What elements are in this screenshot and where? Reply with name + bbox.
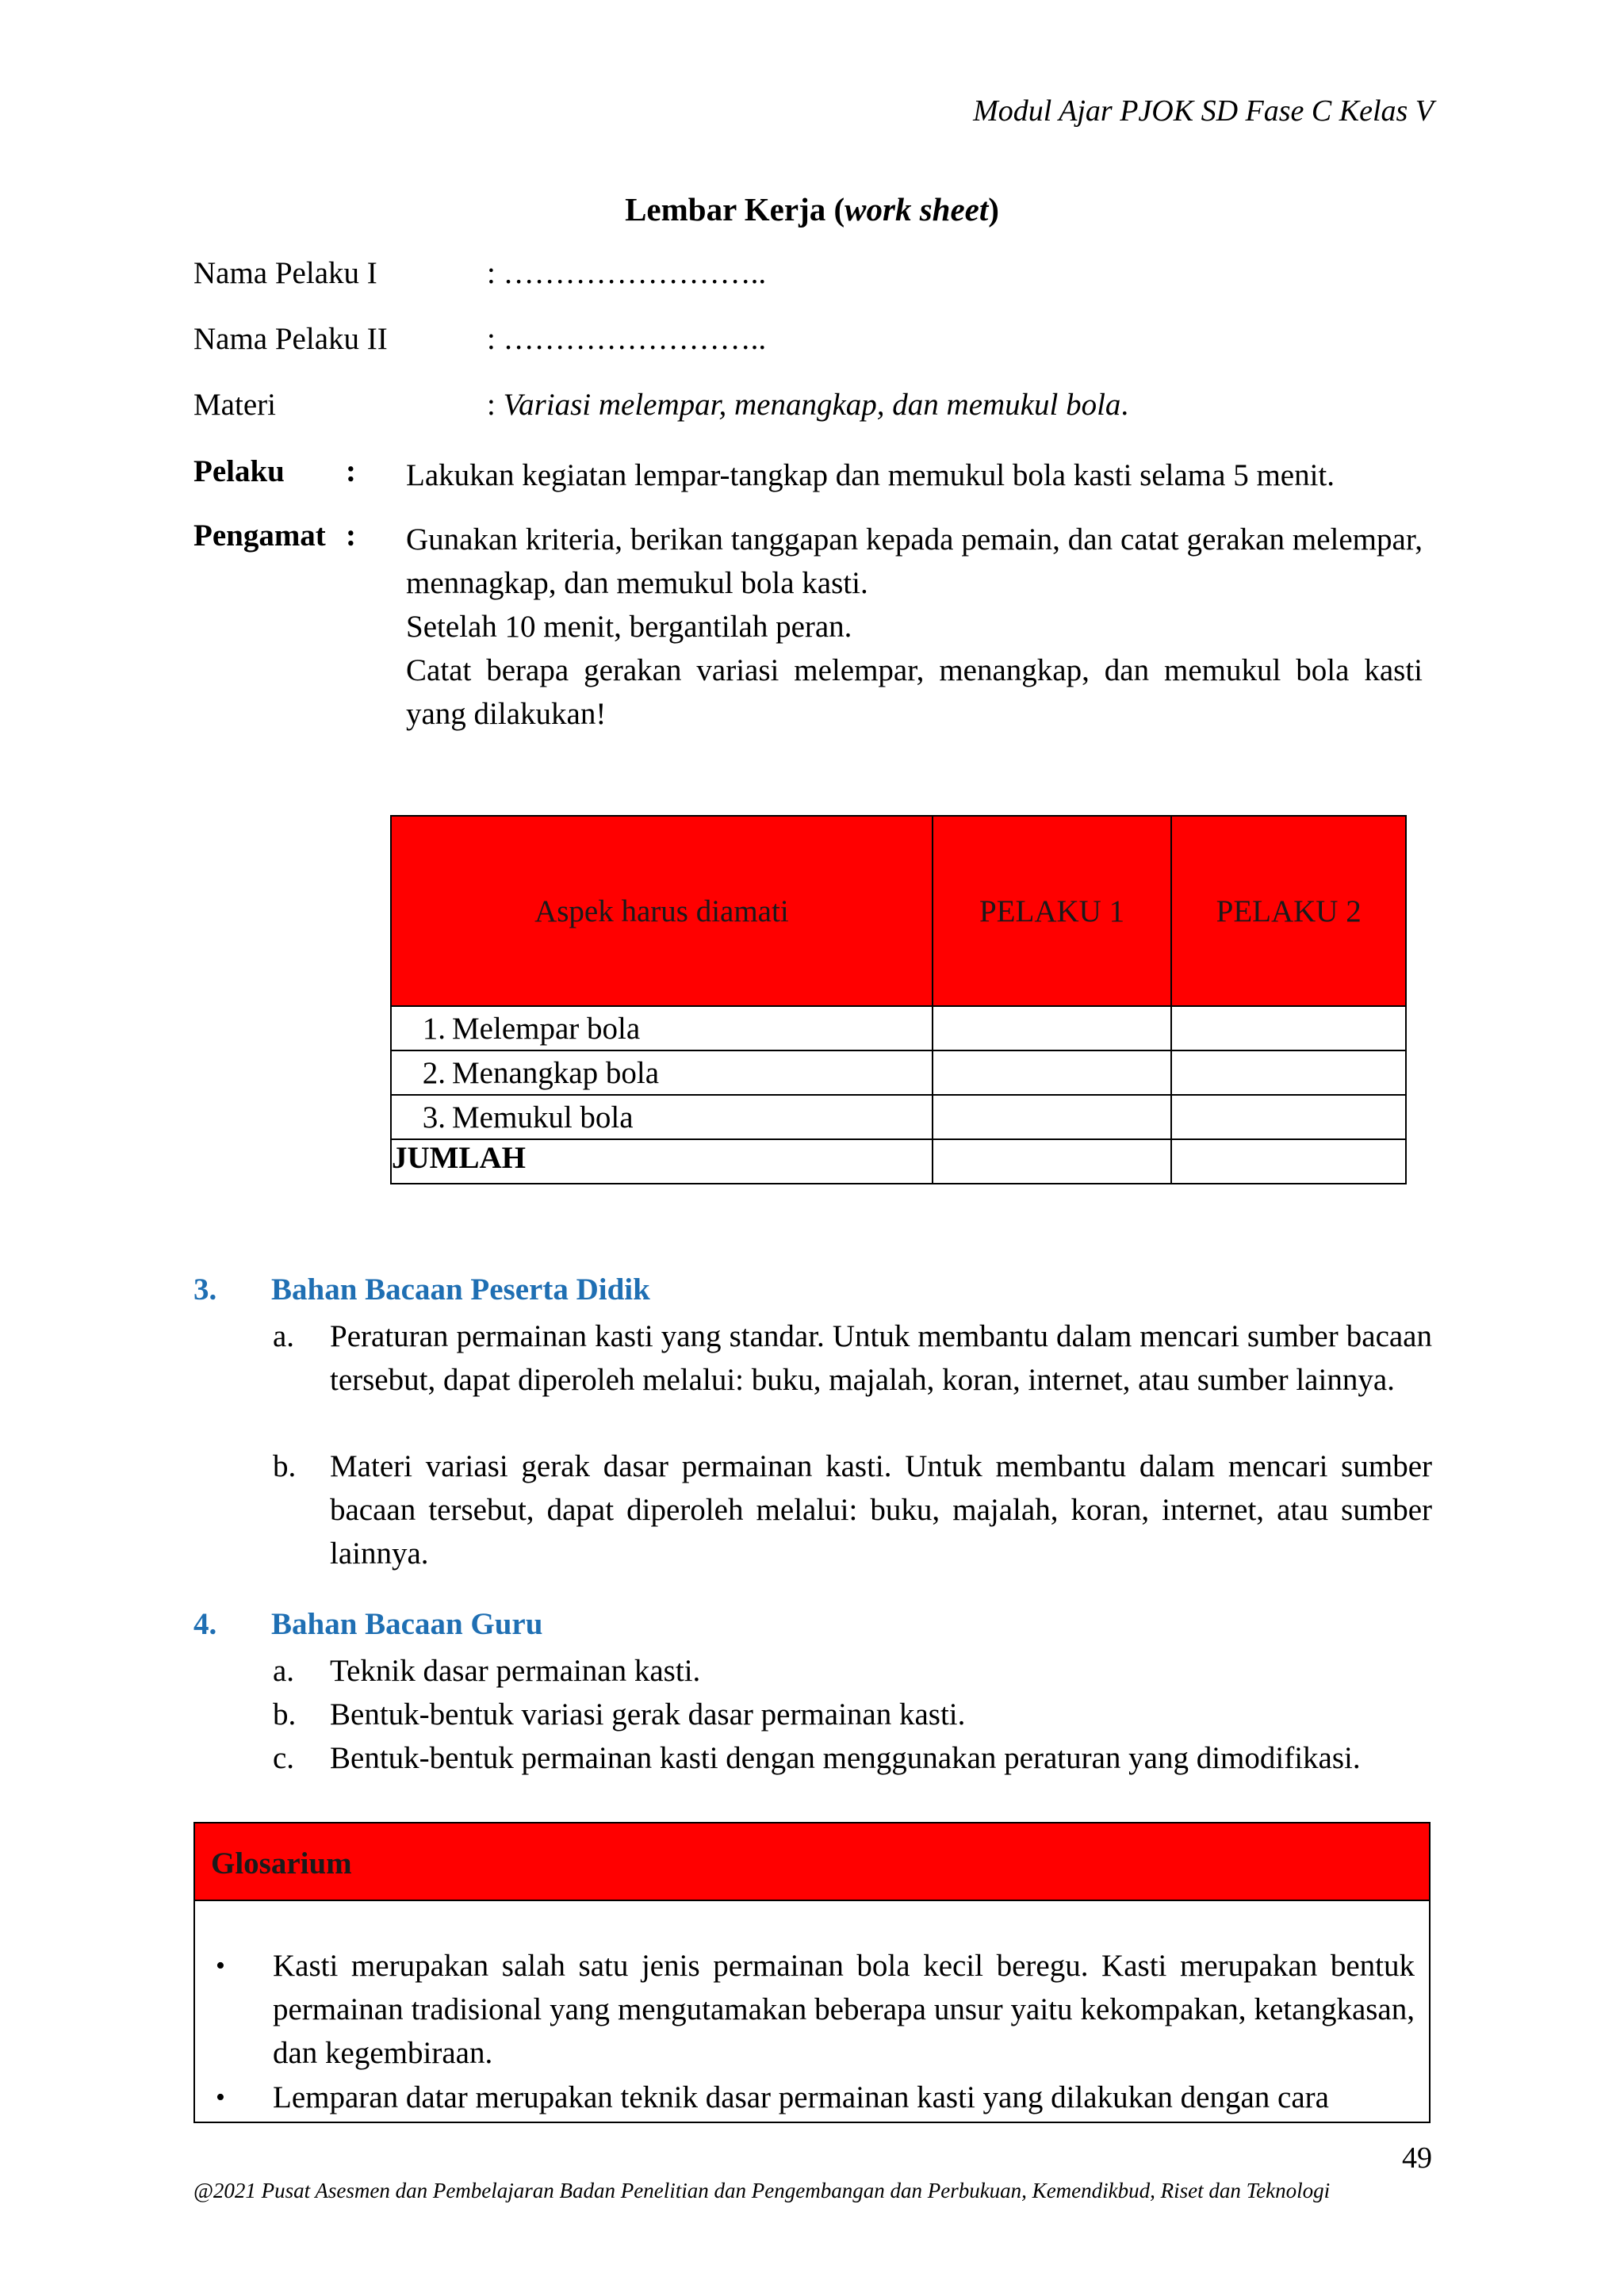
table-header-row xyxy=(391,816,1406,1006)
list-marker: c. xyxy=(273,1741,295,1775)
score-cell-pelaku-1[interactable] xyxy=(933,1050,1172,1095)
list-item xyxy=(273,1314,1432,1402)
field-value: : …………………….. xyxy=(487,256,767,290)
pelaku-label: Pelaku xyxy=(193,454,285,488)
header-aspek: Aspek harus diamati xyxy=(391,816,933,1006)
table-row xyxy=(391,1050,1406,1095)
glossary-item xyxy=(195,2076,1429,2119)
glossary-text: Kasti merupakan salah satu jenis permainan bola kecil beregu. Kasti merupakan bentuk permainan tradisional yang mengutamakan beberapa unsur yaitu kekompakan, ketangkasan, dan kegembiraan. xyxy=(273,1949,1415,2070)
list-marker: a. xyxy=(273,1654,295,1688)
field-value-prefix: : xyxy=(487,388,504,422)
total-cell-pelaku-2[interactable] xyxy=(1171,1139,1406,1184)
section-3-title: Bahan Bacaan Peserta Didik xyxy=(271,1272,650,1307)
footer-copyright: @2021 Pusat Asesmen dan Pembelajaran Badan Penelitian dan Pengembangan dan Perbukuan, Kemendikbud, Riset dan Teknologi xyxy=(193,2179,1331,2202)
pengamat-line-1: Gunakan kriteria, berikan tanggapan kepada pemain, dan catat gerakan melempar, mennagkap, dan memukul bola kasti. xyxy=(406,522,1423,600)
aspect-number: 1. xyxy=(422,1011,446,1046)
aspect-label: Menangkap bola xyxy=(452,1055,660,1090)
section-4-number: 4. xyxy=(193,1607,217,1641)
glossary-title: Glosarium xyxy=(211,1846,352,1881)
field-value-italic: Variasi melempar, menangkap, dan memukul bola xyxy=(503,388,1121,422)
table-row xyxy=(391,1095,1406,1139)
glossary-box xyxy=(193,1822,1431,2123)
bullet-icon: • xyxy=(216,1951,225,1980)
worksheet-heading-close: ) xyxy=(988,191,999,228)
running-header: Modul Ajar PJOK SD Fase C Kelas V xyxy=(973,94,1434,128)
list-text: Materi variasi gerak dasar permainan kasti. Untuk membantu dalam mencari sumber bacaan tersebut, dapat diperoleh melalui: buku, majalah, koran, internet, atau sumber lainnya. xyxy=(330,1449,1432,1571)
worksheet-heading-main: Lembar Kerja ( xyxy=(625,191,845,228)
worksheet-heading xyxy=(0,190,1624,228)
total-label: JUMLAH xyxy=(391,1139,933,1184)
pengamat-line-3: Catat berapa gerakan variasi melempar, menangkap, dan memukul bola kasti yang dilakukan! xyxy=(406,653,1423,731)
section-4-title: Bahan Bacaan Guru xyxy=(271,1607,543,1641)
pengamat-line-2: Setelah 10 menit, bergantilah peran. xyxy=(406,610,852,644)
pelaku-colon: : xyxy=(346,454,356,488)
aspect-number: 2. xyxy=(422,1055,446,1090)
field-label: Nama Pelaku I xyxy=(193,256,377,290)
bullet-icon: • xyxy=(216,2083,225,2112)
pengamat-colon: : xyxy=(346,519,356,553)
list-item xyxy=(273,1649,1432,1693)
list-text: Bentuk-bentuk variasi gerak dasar permainan kasti. xyxy=(330,1697,966,1732)
glossary-header xyxy=(195,1823,1429,1901)
page-number: 49 xyxy=(1402,2141,1432,2175)
list-text: Peraturan permainan kasti yang standar. Untuk membantu dalam mencari sumber bacaan tersebut, dapat diperoleh melalui: buku, majalah, koran, internet, atau sumber lainnya. xyxy=(330,1319,1432,1397)
aspect-cell xyxy=(391,1006,933,1050)
list-marker: b. xyxy=(273,1449,297,1483)
worksheet-heading-italic: work sheet xyxy=(845,191,989,228)
pelaku-instruction xyxy=(406,453,1423,497)
list-item xyxy=(273,1736,1432,1780)
list-text: Bentuk-bentuk permainan kasti dengan menggunakan peraturan yang dimodifikasi. xyxy=(330,1741,1361,1775)
aspect-number: 3. xyxy=(422,1100,446,1135)
list-marker: a. xyxy=(273,1319,295,1353)
total-cell-pelaku-1[interactable] xyxy=(933,1139,1172,1184)
field-value: : …………………….. xyxy=(487,322,767,356)
score-cell-pelaku-1[interactable] xyxy=(933,1006,1172,1050)
header-pelaku-1: PELAKU 1 xyxy=(933,816,1172,1006)
observation-table xyxy=(390,815,1407,1184)
section-3-number: 3. xyxy=(193,1272,217,1307)
aspect-cell xyxy=(391,1050,933,1095)
pengamat-label: Pengamat xyxy=(193,519,326,553)
table-row xyxy=(391,1006,1406,1050)
pengamat-instructions xyxy=(406,518,1423,736)
score-cell-pelaku-1[interactable] xyxy=(933,1095,1172,1139)
list-text: Teknik dasar permainan kasti. xyxy=(330,1654,701,1688)
table-total-row xyxy=(391,1139,1406,1184)
list-item xyxy=(273,1693,1432,1736)
field-value-suffix: . xyxy=(1120,388,1129,422)
list-marker: b. xyxy=(273,1697,297,1732)
glossary-item xyxy=(195,1944,1429,2075)
pelaku-text: Lakukan kegiatan lempar-tangkap dan memukul bola kasti selama 5 menit. xyxy=(406,458,1335,492)
score-cell-pelaku-2[interactable] xyxy=(1171,1050,1406,1095)
aspect-cell xyxy=(391,1095,933,1139)
field-label: Materi xyxy=(193,388,276,422)
glossary-text: Lemparan datar merupakan teknik dasar permainan kasti yang dilakukan dengan cara xyxy=(273,2080,1329,2114)
header-pelaku-2: PELAKU 2 xyxy=(1171,816,1406,1006)
aspect-label: Melempar bola xyxy=(452,1011,641,1046)
field-label: Nama Pelaku II xyxy=(193,322,388,356)
field-value xyxy=(487,387,1128,423)
list-item xyxy=(273,1445,1432,1575)
score-cell-pelaku-2[interactable] xyxy=(1171,1095,1406,1139)
aspect-label: Memukul bola xyxy=(452,1100,634,1135)
score-cell-pelaku-2[interactable] xyxy=(1171,1006,1406,1050)
